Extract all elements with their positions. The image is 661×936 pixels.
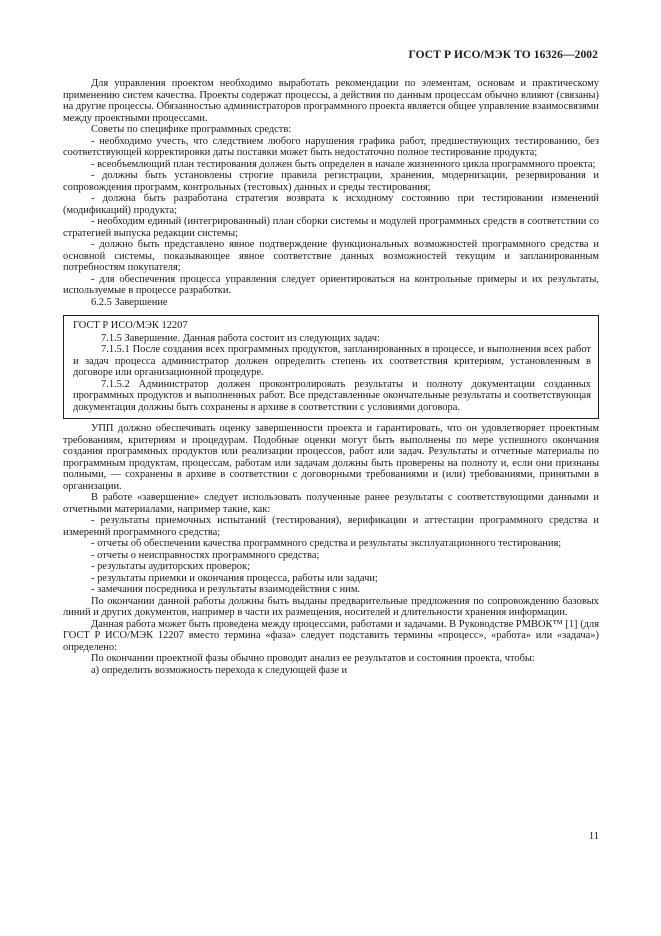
paragraph: По окончании данной работы должны быть выданы предварительные предложения по сопровождению базовых линий и других документов, например в части их размещения, носителей и длительности хранения информации. [63, 595, 599, 618]
list-item: - замечания посредника и результаты взаимодействия с ним. [91, 584, 361, 595]
page-number: 11 [588, 831, 599, 842]
list-item: - результаты аудиторских проверок; [91, 561, 251, 572]
paragraph: По окончании проектной фазы обычно проводят анализ ее результатов и состояния проекта, чтобы: [91, 653, 535, 664]
list-item: - должно быть представлено явное подтверждение функциональных возможностей программного средства и основной системы, показывающее явное соответствие данных возможностей текущим и запланированным потребностям покупателя; [63, 239, 599, 273]
list-item: - результаты приемочных испытаний (тестирования), верификации и аттестации программного средства и измерений программного средства; [63, 515, 599, 538]
list-item: - отчеты о неисправностях программного средства; [91, 549, 320, 561]
list-item: а) определить возможность перехода к следующей фазе и [91, 664, 348, 676]
paragraph: В работе «завершение» следует использовать полученные ранее результаты с соответствующими данными и отчетными материалами, например такие, как: [63, 492, 599, 515]
list-item: - отчеты об обеспечении качества программного средства и результаты эксплуатационного тестирования; [91, 538, 562, 549]
paragraph: Советы по специфике программных средств: [91, 124, 292, 135]
quote-paragraph: 7.1.5.1 После создания всех программных продуктов, запланированных в процессе, и выполнения всех работ и задач процесса администратор должен определить степень их соответствия критериям, установленным в договоре или организационной процедуре. [73, 344, 591, 378]
quote-paragraph: 7.1.5.2 Администратор должен проконтролировать результаты и полноту документации созданных программных продуктов и выполненных работ. Все представленные окончательные результаты и соответствующая документация должны быть сохранены в архиве в соответствии с условиями договора. [73, 378, 591, 413]
page-header: ГОСТ Р ИСО/МЭК ТО 16326—2002 [408, 49, 598, 61]
quote-paragraph: 7.1.5 Завершение. Данная работа состоит из следующих задач: [101, 332, 380, 344]
paragraph: Данная работа может быть проведена между процессами, работами и задачами. В Руководстве РМВОК™ [1] (для ГОСТ Р ИСО/МЭК 12207 вместо термина «фаза» следует подставить термины «процесс», «работа» или «задача») определено: [63, 618, 599, 653]
quote-reference: ГОСТ Р ИСО/МЭК 12207 [73, 320, 188, 331]
list-item: - всеобъемлющий план тестирования должен быть определен в начале жизненного цикла программного проекта; [91, 158, 596, 170]
document-body [63, 78, 599, 676]
paragraph: УПП должно обеспечивать оценку завершенности проекта и гарантировать, что он удовлетворяет проектным требованиям, критериям и процедурам. Подобные оценки могут быть выполнены по мере успешного окончания создания программных продуктов или реализации процессов, работ или задач. Результаты и отчетные материалы по программным продуктам, процессам, работам или задачам должны быть проверены на полноту и, если они признаны полными, — сохранены в архиве в соответствии с договорными требованиями и (или) требованиями, принятыми в организации. [63, 423, 599, 492]
list-item: - необходим единый (интегрированный) план сборки системы и модулей программных средств в соответствии со стратегией выпуска редакции системы; [63, 216, 599, 239]
list-item: - для обеспечения процесса управления следует ориентироваться на контрольные примеры и их результаты, используемые в процессе разработки. [63, 273, 599, 296]
paragraph: Для управления проектом необходимо выработать рекомендации по элементам, основам и практическому применению систем качества. Проекты содержат процессы, а действия по данным процессам обычно влияют (связаны) на другие процессы. Обязанностью администраторов программного проекта является общее управление взаимосвязями между проектными процессами. [63, 78, 599, 124]
list-item: - должны быть установлены строгие правила регистрации, хранения, модернизации, резервирования и сопровождения программ, контрольных (тестовых) данных и среды тестирования; [63, 170, 599, 193]
standard-quote-box [63, 315, 599, 419]
section-heading: 6.2.5 Завершение [91, 296, 168, 308]
list-item: - необходимо учесть, что следствием любого нарушения графика работ, предшествующих тестированию, без соответствующей корректировки даты поставки может быть недостаточно полное тестирование продукта; [63, 135, 599, 158]
list-item: - результаты приемки и окончания процесса, работы или задачи; [91, 572, 378, 584]
list-item: - должна быть разработана стратегия возврата к исходному состоянию при тестировании изменений (модификаций) продукта; [63, 193, 599, 216]
